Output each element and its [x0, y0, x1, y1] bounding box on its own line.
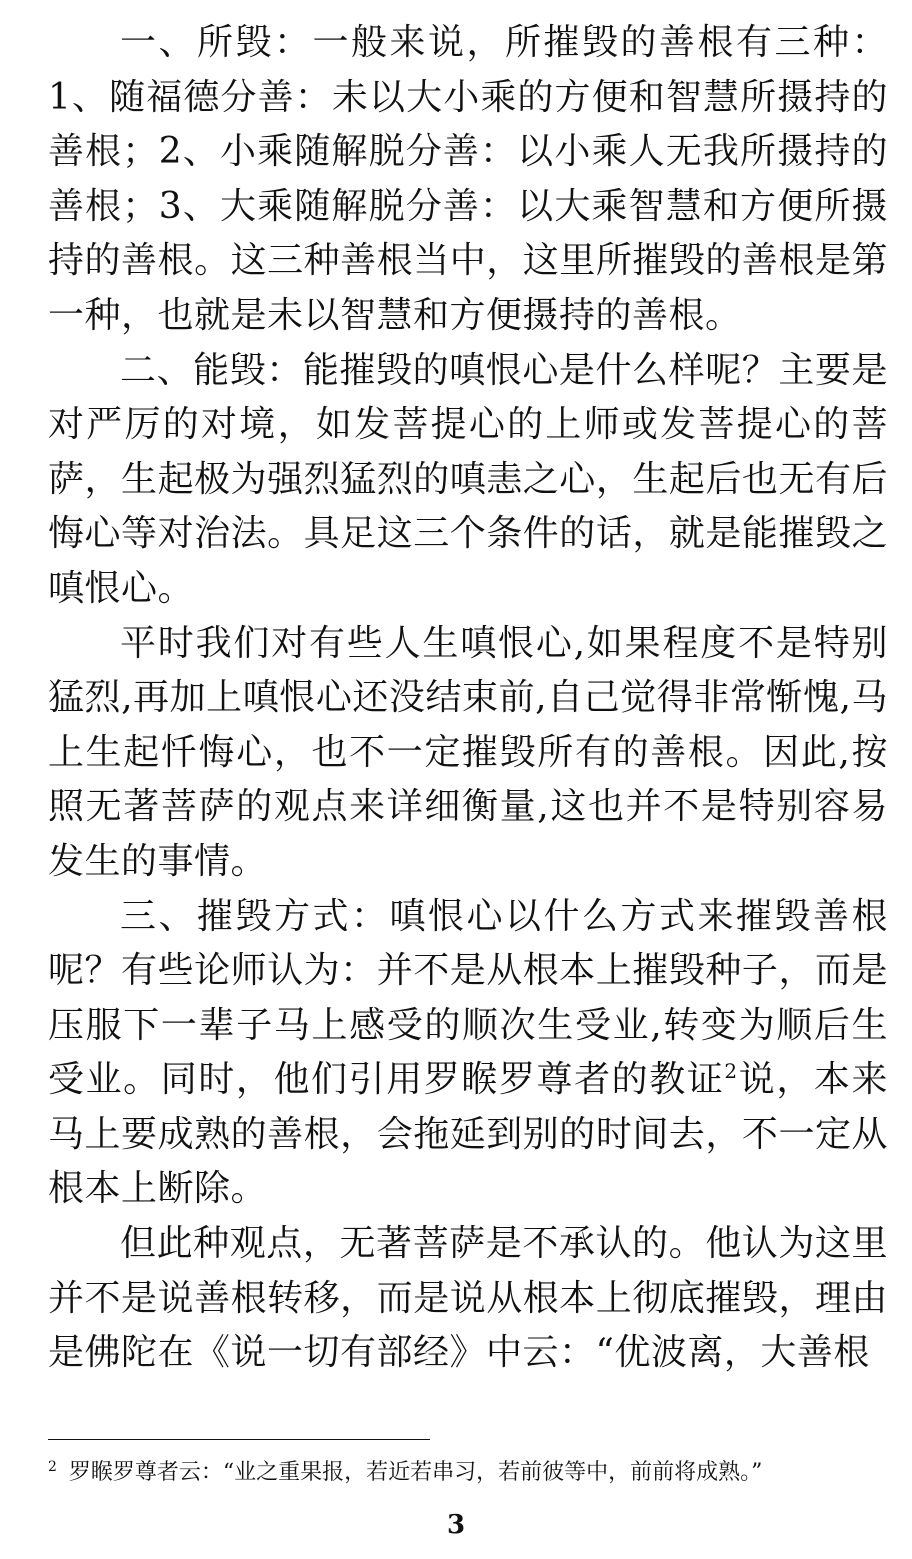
- paragraph-asanga-view: 但此种观点，无著菩萨是不承认的。他认为这里并不是说善根转移，而是说从根本上彻底摧毁，理由是佛陀在《说一切有部经》中云：“优波离，大善根: [48, 1223, 888, 1374]
- paragraph-text-before-note: 三、摧毁方式：嗔恨心以什么方式来摧毁善根呢？有些论师认为：并不是从根本上摧毁种子，而是压服下一辈子马上感受的顺次生受业,转变为顺后生受业。同时，他们引用罗睺罗尊者的教证: [48, 895, 888, 1101]
- footnote: [48, 1458, 888, 1488]
- paragraph-text-after-note: 说，本来马上要成熟的善根，会拖延到别的时间去，不一定从根本上断除。: [48, 1059, 888, 1210]
- footnote-reference: 2: [724, 1059, 738, 1084]
- footnote-divider: [48, 1439, 430, 1440]
- page-number: 3: [446, 1510, 466, 1540]
- footnote-marker: 2: [48, 1458, 57, 1475]
- page-body: [48, 16, 888, 1381]
- paragraph-destroyed-virtues: 一、所毁：一般来说，所摧毁的善根有三种：1、随福德分善：未以大小乘的方便和智慧所摄持的善根；2、小乘随解脱分善：以小乘人无我所摄持的善根；3、大乘随解脱分善：以大乘智慧和方便所摄持的善根。这三种善根当中，这里所摧毁的善根是第一种，也就是未以智慧和方便摄持的善根。: [48, 22, 888, 336]
- paragraph-manner-of-destruction: [48, 890, 888, 1218]
- footnote-text: 罗睺罗尊者云：“业之重果报，若近若串习，若前彼等中，前前将成熟。”: [68, 1460, 763, 1485]
- paragraph-destroying-anger: 二、能毁：能摧毁的嗔恨心是什么样呢？主要是对严厉的对境，如发菩提心的上师或发菩提心的菩萨，生起极为强烈猛烈的嗔恚之心，生起后也无有后悔心等对治法。具足这三个条件的话，就是能摧毁之嗔恨心。: [48, 349, 888, 609]
- paragraph-ordinary-anger: 平时我们对有些人生嗔恨心,如果程度不是特别猛烈,再加上嗔恨心还没结束前,自己觉得非常惭愧,马上生起忏悔心，也不一定摧毁所有的善根。因此,按照无著菩萨的观点来详细衡量,这也并不是特别容易发生的事情。: [48, 622, 888, 882]
